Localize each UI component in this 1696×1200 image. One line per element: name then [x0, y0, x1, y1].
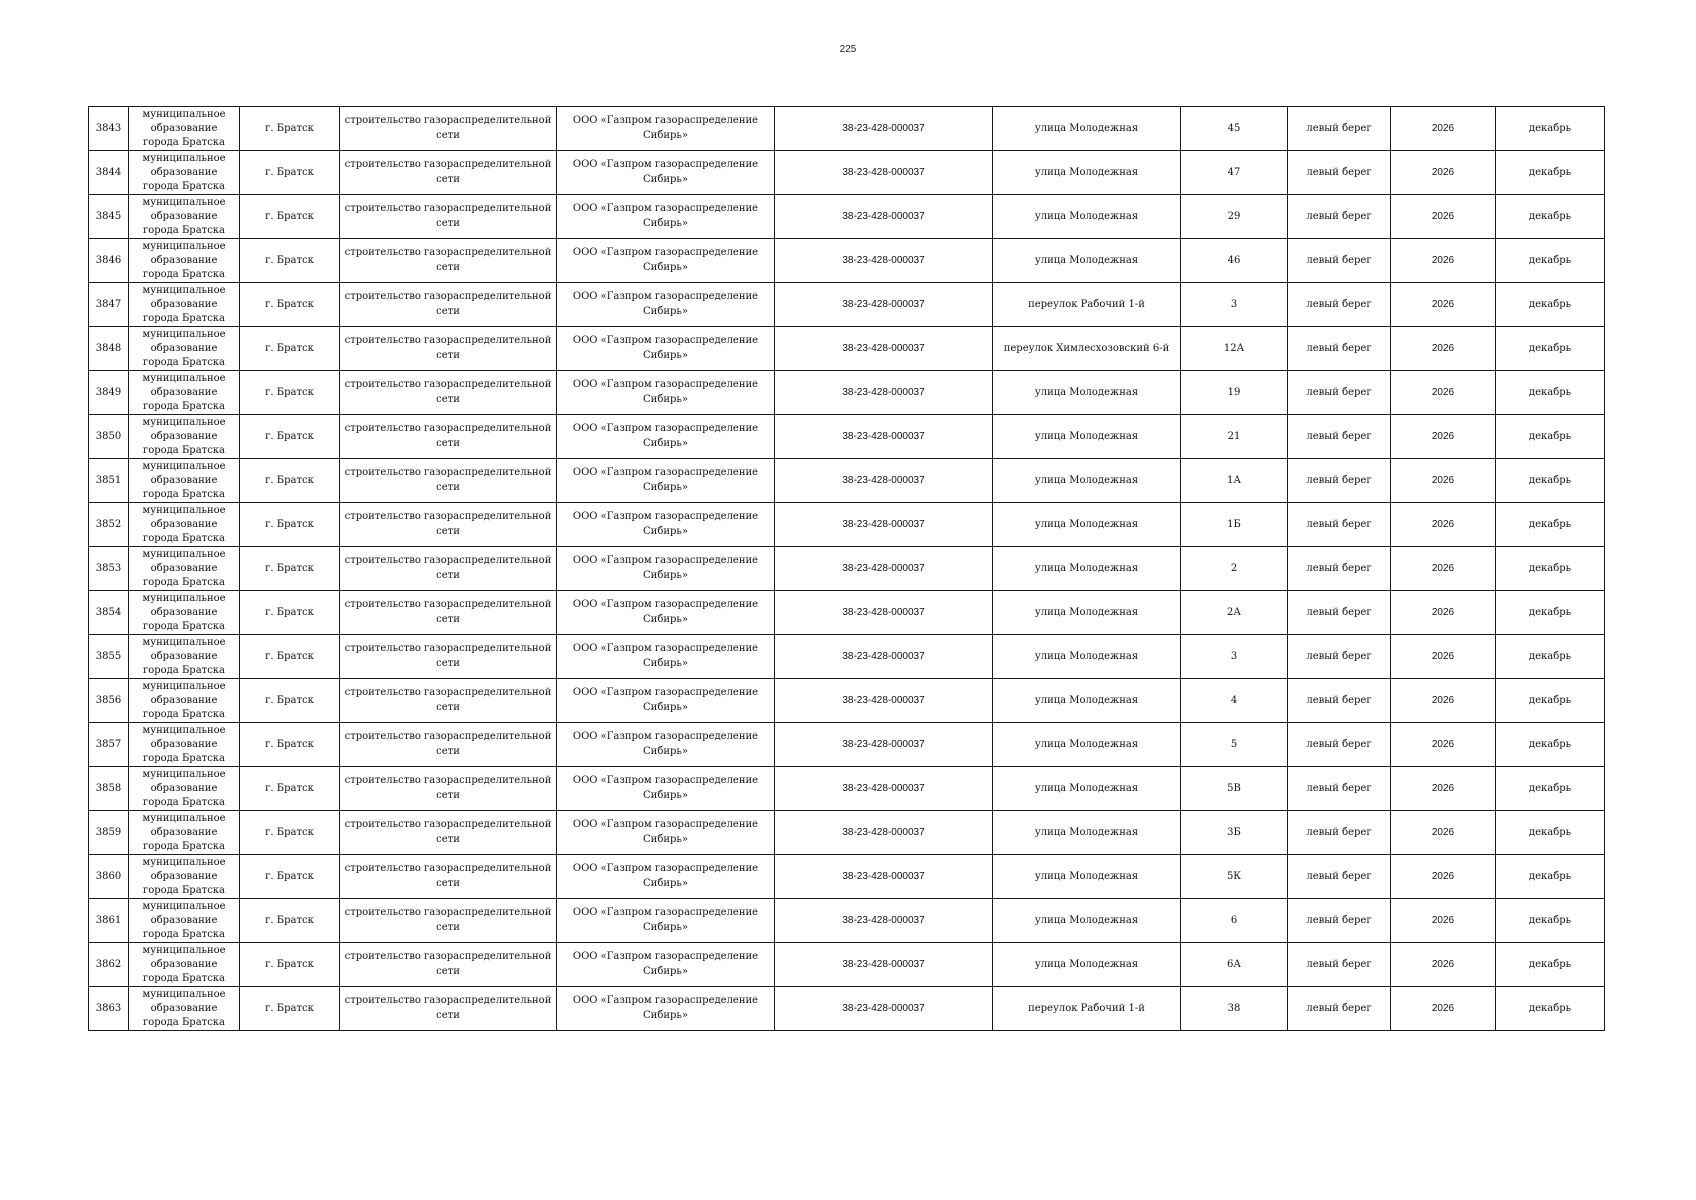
- cell-district: левый берег: [1288, 283, 1391, 327]
- cell-year: 2026: [1391, 151, 1496, 195]
- cell-settlement: г. Братск: [240, 723, 340, 767]
- table-row: [89, 767, 1605, 811]
- cell-year: 2026: [1391, 503, 1496, 547]
- cell-gas-organization: ООО «Газпром газораспределение Сибирь»: [557, 591, 775, 635]
- cell-gas-organization: ООО «Газпром газораспределение Сибирь»: [557, 855, 775, 899]
- cell-row-number: 3851: [89, 459, 129, 503]
- cell-district: левый берег: [1288, 503, 1391, 547]
- cell-district: левый берег: [1288, 591, 1391, 635]
- cell-municipality: муниципальное образование города Братска: [129, 459, 240, 503]
- cell-row-number: 3843: [89, 107, 129, 151]
- cell-month: декабрь: [1496, 239, 1605, 283]
- cell-street: переулок Рабочий 1-й: [993, 987, 1181, 1031]
- cell-street: улица Молодежная: [993, 239, 1181, 283]
- cell-municipality: муниципальное образование города Братска: [129, 503, 240, 547]
- cell-settlement: г. Братск: [240, 987, 340, 1031]
- cell-street: улица Молодежная: [993, 899, 1181, 943]
- table-row: [89, 195, 1605, 239]
- cell-month: декабрь: [1496, 371, 1605, 415]
- cell-district: левый берег: [1288, 371, 1391, 415]
- cell-year: 2026: [1391, 547, 1496, 591]
- cell-row-number: 3845: [89, 195, 129, 239]
- table-row: [89, 987, 1605, 1031]
- cell-gas-organization: ООО «Газпром газораспределение Сибирь»: [557, 723, 775, 767]
- cell-street: улица Молодежная: [993, 415, 1181, 459]
- cell-work-type: строительство газораспределительной сети: [340, 239, 557, 283]
- cell-gas-organization: ООО «Газпром газораспределение Сибирь»: [557, 283, 775, 327]
- cell-street: улица Молодежная: [993, 195, 1181, 239]
- cell-cadastral-number: 38-23-428-000037: [775, 723, 993, 767]
- cell-year: 2026: [1391, 283, 1496, 327]
- cell-row-number: 3847: [89, 283, 129, 327]
- cell-year: 2026: [1391, 327, 1496, 371]
- cell-municipality: муниципальное образование города Братска: [129, 371, 240, 415]
- cell-house-number: 5: [1181, 723, 1288, 767]
- cell-street: улица Молодежная: [993, 943, 1181, 987]
- cell-row-number: 3854: [89, 591, 129, 635]
- cell-cadastral-number: 38-23-428-000037: [775, 371, 993, 415]
- cell-municipality: муниципальное образование города Братска: [129, 195, 240, 239]
- cell-settlement: г. Братск: [240, 591, 340, 635]
- cell-year: 2026: [1391, 679, 1496, 723]
- table-row: [89, 151, 1605, 195]
- cell-gas-organization: ООО «Газпром газораспределение Сибирь»: [557, 987, 775, 1031]
- cell-gas-organization: ООО «Газпром газораспределение Сибирь»: [557, 459, 775, 503]
- cell-house-number: 4: [1181, 679, 1288, 723]
- cell-year: 2026: [1391, 107, 1496, 151]
- cell-settlement: г. Братск: [240, 899, 340, 943]
- cell-street: улица Молодежная: [993, 723, 1181, 767]
- cell-municipality: муниципальное образование города Братска: [129, 591, 240, 635]
- cell-gas-organization: ООО «Газпром газораспределение Сибирь»: [557, 195, 775, 239]
- cell-settlement: г. Братск: [240, 151, 340, 195]
- cell-settlement: г. Братск: [240, 107, 340, 151]
- cell-house-number: 3: [1181, 635, 1288, 679]
- cell-gas-organization: ООО «Газпром газораспределение Сибирь»: [557, 811, 775, 855]
- cell-street: улица Молодежная: [993, 459, 1181, 503]
- cell-row-number: 3859: [89, 811, 129, 855]
- cell-municipality: муниципальное образование города Братска: [129, 679, 240, 723]
- page-number: 225: [839, 44, 857, 55]
- cell-gas-organization: ООО «Газпром газораспределение Сибирь»: [557, 503, 775, 547]
- cell-cadastral-number: 38-23-428-000037: [775, 943, 993, 987]
- cell-gas-organization: ООО «Газпром газораспределение Сибирь»: [557, 635, 775, 679]
- cell-month: декабрь: [1496, 943, 1605, 987]
- cell-municipality: муниципальное образование города Братска: [129, 635, 240, 679]
- cell-house-number: 6: [1181, 899, 1288, 943]
- cell-cadastral-number: 38-23-428-000037: [775, 107, 993, 151]
- cell-municipality: муниципальное образование города Братска: [129, 723, 240, 767]
- cell-cadastral-number: 38-23-428-000037: [775, 415, 993, 459]
- cell-cadastral-number: 38-23-428-000037: [775, 899, 993, 943]
- table-body: [89, 107, 1605, 1031]
- cell-year: 2026: [1391, 635, 1496, 679]
- table-row: [89, 943, 1605, 987]
- cell-year: 2026: [1391, 811, 1496, 855]
- cell-gas-organization: ООО «Газпром газораспределение Сибирь»: [557, 679, 775, 723]
- cell-cadastral-number: 38-23-428-000037: [775, 459, 993, 503]
- cell-month: декабрь: [1496, 327, 1605, 371]
- cell-gas-organization: ООО «Газпром газораспределение Сибирь»: [557, 107, 775, 151]
- cell-house-number: 3Б: [1181, 811, 1288, 855]
- cell-work-type: строительство газораспределительной сети: [340, 943, 557, 987]
- cell-house-number: 2А: [1181, 591, 1288, 635]
- cell-district: левый берег: [1288, 239, 1391, 283]
- cell-street: улица Молодежная: [993, 635, 1181, 679]
- cell-municipality: муниципальное образование города Братска: [129, 547, 240, 591]
- cell-district: левый берег: [1288, 459, 1391, 503]
- cell-municipality: муниципальное образование города Братска: [129, 107, 240, 151]
- cell-municipality: муниципальное образование города Братска: [129, 811, 240, 855]
- cell-district: левый берег: [1288, 547, 1391, 591]
- cell-settlement: г. Братск: [240, 679, 340, 723]
- cell-row-number: 3844: [89, 151, 129, 195]
- cell-street: улица Молодежная: [993, 679, 1181, 723]
- cell-work-type: строительство газораспределительной сети: [340, 283, 557, 327]
- cell-gas-organization: ООО «Газпром газораспределение Сибирь»: [557, 327, 775, 371]
- cell-settlement: г. Братск: [240, 371, 340, 415]
- cell-row-number: 3849: [89, 371, 129, 415]
- cell-street: переулок Рабочий 1-й: [993, 283, 1181, 327]
- cell-cadastral-number: 38-23-428-000037: [775, 151, 993, 195]
- cell-district: левый берег: [1288, 679, 1391, 723]
- table-row: [89, 547, 1605, 591]
- cell-cadastral-number: 38-23-428-000037: [775, 679, 993, 723]
- cell-year: 2026: [1391, 415, 1496, 459]
- cell-house-number: 5В: [1181, 767, 1288, 811]
- cell-cadastral-number: 38-23-428-000037: [775, 195, 993, 239]
- cell-month: декабрь: [1496, 635, 1605, 679]
- cell-work-type: строительство газораспределительной сети: [340, 723, 557, 767]
- table-row: [89, 723, 1605, 767]
- cell-settlement: г. Братск: [240, 767, 340, 811]
- cell-house-number: 3: [1181, 283, 1288, 327]
- cell-settlement: г. Братск: [240, 415, 340, 459]
- cell-row-number: 3860: [89, 855, 129, 899]
- cell-year: 2026: [1391, 459, 1496, 503]
- cell-settlement: г. Братск: [240, 811, 340, 855]
- cell-house-number: 29: [1181, 195, 1288, 239]
- cell-row-number: 3858: [89, 767, 129, 811]
- cell-district: левый берег: [1288, 327, 1391, 371]
- table-row: [89, 635, 1605, 679]
- cell-district: левый берег: [1288, 855, 1391, 899]
- cell-cadastral-number: 38-23-428-000037: [775, 547, 993, 591]
- cell-month: декабрь: [1496, 151, 1605, 195]
- cell-district: левый берег: [1288, 107, 1391, 151]
- cell-municipality: муниципальное образование города Братска: [129, 767, 240, 811]
- cell-district: левый берег: [1288, 195, 1391, 239]
- cell-gas-organization: ООО «Газпром газораспределение Сибирь»: [557, 371, 775, 415]
- cell-row-number: 3848: [89, 327, 129, 371]
- cell-month: декабрь: [1496, 459, 1605, 503]
- cell-municipality: муниципальное образование города Братска: [129, 283, 240, 327]
- gasification-schedule-table: [88, 106, 1605, 1031]
- cell-house-number: 6А: [1181, 943, 1288, 987]
- cell-municipality: муниципальное образование города Братска: [129, 151, 240, 195]
- cell-street: улица Молодежная: [993, 503, 1181, 547]
- cell-municipality: муниципальное образование города Братска: [129, 943, 240, 987]
- cell-work-type: строительство газораспределительной сети: [340, 635, 557, 679]
- cell-gas-organization: ООО «Газпром газораспределение Сибирь»: [557, 415, 775, 459]
- cell-row-number: 3846: [89, 239, 129, 283]
- cell-work-type: строительство газораспределительной сети: [340, 811, 557, 855]
- cell-year: 2026: [1391, 987, 1496, 1031]
- table-row: [89, 811, 1605, 855]
- cell-gas-organization: ООО «Газпром газораспределение Сибирь»: [557, 239, 775, 283]
- cell-work-type: строительство газораспределительной сети: [340, 591, 557, 635]
- cell-settlement: г. Братск: [240, 547, 340, 591]
- table-row: [89, 679, 1605, 723]
- cell-gas-organization: ООО «Газпром газораспределение Сибирь»: [557, 151, 775, 195]
- cell-work-type: строительство газораспределительной сети: [340, 415, 557, 459]
- cell-row-number: 3857: [89, 723, 129, 767]
- cell-gas-organization: ООО «Газпром газораспределение Сибирь»: [557, 547, 775, 591]
- cell-row-number: 3862: [89, 943, 129, 987]
- cell-row-number: 3856: [89, 679, 129, 723]
- cell-year: 2026: [1391, 591, 1496, 635]
- cell-municipality: муниципальное образование города Братска: [129, 327, 240, 371]
- cell-gas-organization: ООО «Газпром газораспределение Сибирь»: [557, 943, 775, 987]
- cell-district: левый берег: [1288, 987, 1391, 1031]
- cell-month: декабрь: [1496, 283, 1605, 327]
- cell-district: левый берег: [1288, 899, 1391, 943]
- cell-month: декабрь: [1496, 899, 1605, 943]
- table-row: [89, 503, 1605, 547]
- cell-work-type: строительство газораспределительной сети: [340, 459, 557, 503]
- cell-cadastral-number: 38-23-428-000037: [775, 767, 993, 811]
- table-row: [89, 459, 1605, 503]
- cell-work-type: строительство газораспределительной сети: [340, 679, 557, 723]
- cell-work-type: строительство газораспределительной сети: [340, 855, 557, 899]
- cell-district: левый берег: [1288, 767, 1391, 811]
- cell-cadastral-number: 38-23-428-000037: [775, 327, 993, 371]
- cell-district: левый берег: [1288, 943, 1391, 987]
- cell-work-type: строительство газораспределительной сети: [340, 371, 557, 415]
- cell-work-type: строительство газораспределительной сети: [340, 547, 557, 591]
- cell-row-number: 3861: [89, 899, 129, 943]
- table-row: [89, 283, 1605, 327]
- cell-work-type: строительство газораспределительной сети: [340, 987, 557, 1031]
- cell-month: декабрь: [1496, 679, 1605, 723]
- cell-house-number: 45: [1181, 107, 1288, 151]
- cell-street: улица Молодежная: [993, 547, 1181, 591]
- cell-year: 2026: [1391, 943, 1496, 987]
- cell-municipality: муниципальное образование города Братска: [129, 987, 240, 1031]
- cell-month: декабрь: [1496, 107, 1605, 151]
- cell-cadastral-number: 38-23-428-000037: [775, 811, 993, 855]
- cell-row-number: 3863: [89, 987, 129, 1031]
- cell-gas-organization: ООО «Газпром газораспределение Сибирь»: [557, 899, 775, 943]
- cell-month: декабрь: [1496, 723, 1605, 767]
- cell-house-number: 46: [1181, 239, 1288, 283]
- cell-month: декабрь: [1496, 811, 1605, 855]
- cell-settlement: г. Братск: [240, 459, 340, 503]
- cell-settlement: г. Братск: [240, 327, 340, 371]
- table-row: [89, 107, 1605, 151]
- table-row: [89, 899, 1605, 943]
- cell-municipality: муниципальное образование города Братска: [129, 239, 240, 283]
- table-row: [89, 855, 1605, 899]
- cell-district: левый берег: [1288, 151, 1391, 195]
- cell-work-type: строительство газораспределительной сети: [340, 195, 557, 239]
- cell-month: декабрь: [1496, 767, 1605, 811]
- cell-municipality: муниципальное образование города Братска: [129, 899, 240, 943]
- cell-settlement: г. Братск: [240, 195, 340, 239]
- cell-district: левый берег: [1288, 415, 1391, 459]
- cell-work-type: строительство газораспределительной сети: [340, 767, 557, 811]
- cell-settlement: г. Братск: [240, 943, 340, 987]
- cell-work-type: строительство газораспределительной сети: [340, 107, 557, 151]
- cell-house-number: 12А: [1181, 327, 1288, 371]
- cell-street: улица Молодежная: [993, 855, 1181, 899]
- cell-house-number: 2: [1181, 547, 1288, 591]
- cell-house-number: 21: [1181, 415, 1288, 459]
- cell-street: улица Молодежная: [993, 591, 1181, 635]
- cell-work-type: строительство газораспределительной сети: [340, 503, 557, 547]
- cell-settlement: г. Братск: [240, 503, 340, 547]
- cell-cadastral-number: 38-23-428-000037: [775, 283, 993, 327]
- cell-row-number: 3850: [89, 415, 129, 459]
- cell-house-number: 19: [1181, 371, 1288, 415]
- cell-month: декабрь: [1496, 195, 1605, 239]
- cell-street: улица Молодежная: [993, 371, 1181, 415]
- cell-cadastral-number: 38-23-428-000037: [775, 635, 993, 679]
- cell-municipality: муниципальное образование города Братска: [129, 415, 240, 459]
- cell-month: декабрь: [1496, 591, 1605, 635]
- cell-month: декабрь: [1496, 547, 1605, 591]
- cell-month: декабрь: [1496, 503, 1605, 547]
- cell-month: декабрь: [1496, 987, 1605, 1031]
- cell-year: 2026: [1391, 195, 1496, 239]
- cell-cadastral-number: 38-23-428-000037: [775, 503, 993, 547]
- cell-district: левый берег: [1288, 635, 1391, 679]
- cell-street: переулок Химлесхозовский 6-й: [993, 327, 1181, 371]
- cell-year: 2026: [1391, 371, 1496, 415]
- cell-work-type: строительство газораспределительной сети: [340, 151, 557, 195]
- table-row: [89, 591, 1605, 635]
- cell-row-number: 3853: [89, 547, 129, 591]
- cell-settlement: г. Братск: [240, 635, 340, 679]
- cell-settlement: г. Братск: [240, 239, 340, 283]
- table-row: [89, 415, 1605, 459]
- cell-municipality: муниципальное образование города Братска: [129, 855, 240, 899]
- cell-settlement: г. Братск: [240, 283, 340, 327]
- cell-street: улица Молодежная: [993, 107, 1181, 151]
- cell-house-number: 1Б: [1181, 503, 1288, 547]
- cell-street: улица Молодежная: [993, 811, 1181, 855]
- cell-house-number: 5К: [1181, 855, 1288, 899]
- cell-house-number: 1А: [1181, 459, 1288, 503]
- cell-house-number: 47: [1181, 151, 1288, 195]
- cell-cadastral-number: 38-23-428-000037: [775, 591, 993, 635]
- cell-street: улица Молодежная: [993, 767, 1181, 811]
- cell-year: 2026: [1391, 855, 1496, 899]
- cell-year: 2026: [1391, 723, 1496, 767]
- cell-year: 2026: [1391, 767, 1496, 811]
- cell-house-number: 38: [1181, 987, 1288, 1031]
- cell-district: левый берег: [1288, 811, 1391, 855]
- cell-cadastral-number: 38-23-428-000037: [775, 239, 993, 283]
- cell-work-type: строительство газораспределительной сети: [340, 899, 557, 943]
- cell-settlement: г. Братск: [240, 855, 340, 899]
- cell-month: декабрь: [1496, 415, 1605, 459]
- cell-year: 2026: [1391, 899, 1496, 943]
- cell-district: левый берег: [1288, 723, 1391, 767]
- table-row: [89, 371, 1605, 415]
- cell-street: улица Молодежная: [993, 151, 1181, 195]
- cell-cadastral-number: 38-23-428-000037: [775, 855, 993, 899]
- table-row: [89, 327, 1605, 371]
- table-row: [89, 239, 1605, 283]
- cell-year: 2026: [1391, 239, 1496, 283]
- cell-month: декабрь: [1496, 855, 1605, 899]
- cell-row-number: 3855: [89, 635, 129, 679]
- cell-work-type: строительство газораспределительной сети: [340, 327, 557, 371]
- cell-row-number: 3852: [89, 503, 129, 547]
- cell-gas-organization: ООО «Газпром газораспределение Сибирь»: [557, 767, 775, 811]
- cell-cadastral-number: 38-23-428-000037: [775, 987, 993, 1031]
